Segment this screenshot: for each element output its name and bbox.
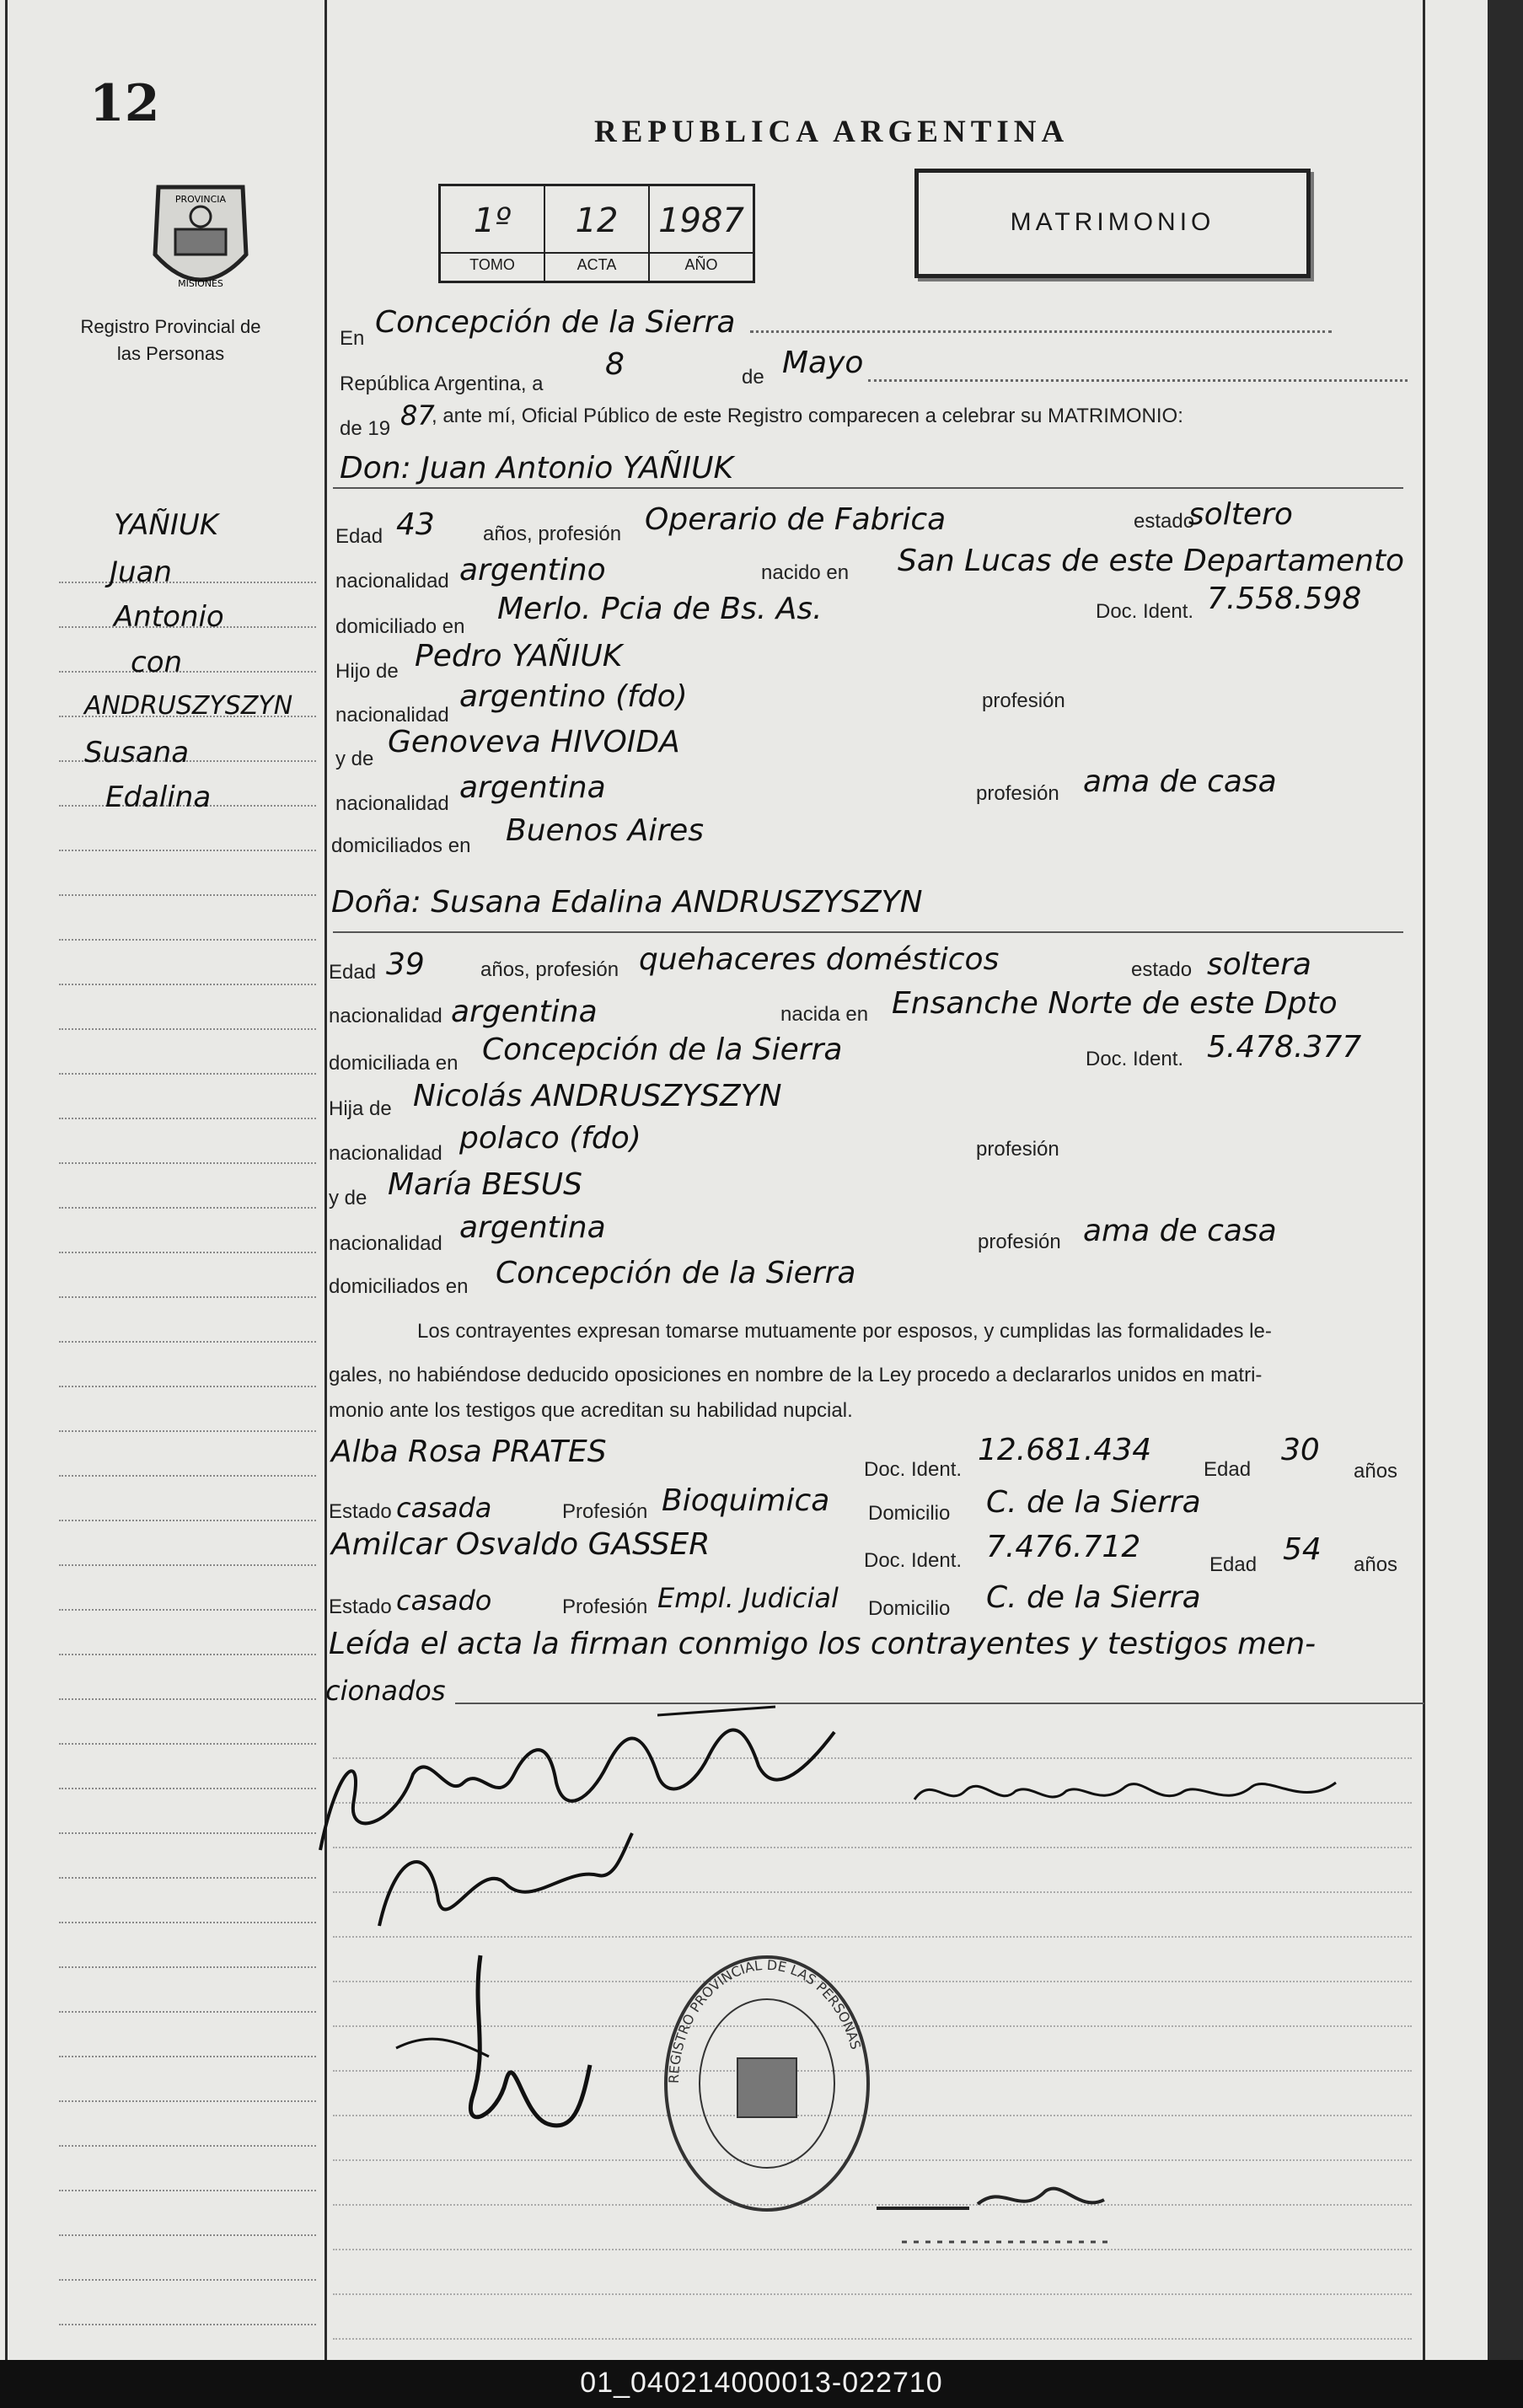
witness2-estado-label: Estado xyxy=(329,1596,392,1618)
bride-yde-label: y de xyxy=(329,1187,367,1209)
day-value: 8 xyxy=(605,347,625,382)
bride-parents-dom: Concepción de la Sierra xyxy=(496,1256,856,1290)
margin-name-edalina: Edalina xyxy=(105,780,212,814)
witness1-profession: Bioquimica xyxy=(662,1483,830,1518)
margin-divider xyxy=(324,0,327,2360)
bride-father-nac-label: nacionalidad xyxy=(329,1142,442,1165)
groom-father-nac-label: nacionalidad xyxy=(335,704,449,727)
book-binding xyxy=(1488,0,1523,2360)
margin-ruled-line xyxy=(59,1698,316,1700)
margin-ruled-line xyxy=(59,1922,316,1923)
section-rule xyxy=(333,487,1403,489)
margin-ruled-line xyxy=(59,850,316,851)
groom-mother-nat: argentina xyxy=(459,770,606,805)
margin-con: con xyxy=(131,646,183,679)
margin-ruled-line xyxy=(59,1966,316,1968)
margin-ruled-line xyxy=(59,1564,316,1566)
acta-cell xyxy=(545,186,650,281)
groom-status: soltero xyxy=(1188,497,1293,532)
witness1-edad-label: Edad xyxy=(1204,1458,1252,1481)
signature-ruled-line xyxy=(333,2293,1412,2295)
bride-mother-nac-label: nacionalidad xyxy=(329,1232,442,1255)
groom-profession: Operario de Fabrica xyxy=(645,502,947,537)
margin-name-antonio: Antonio xyxy=(114,600,224,634)
witness2-prof-label: Profesión xyxy=(562,1596,648,1618)
dotted-rule xyxy=(750,330,1332,333)
bride-name: Doña: Susana Edalina ANDRUSZYSZYN xyxy=(331,885,923,920)
bride-mother-nat: argentina xyxy=(459,1210,606,1245)
bride-edad-label: Edad xyxy=(329,961,377,984)
groom-hijo-label: Hijo de xyxy=(335,660,399,683)
witness1-doc-label: Doc. Ident. xyxy=(864,1458,963,1481)
acta-value: 12 xyxy=(575,201,619,240)
official-signature-icon xyxy=(868,2175,1129,2250)
groom-edad-label: Edad xyxy=(335,525,383,548)
bride-father-nat: polaco (fdo) xyxy=(459,1121,641,1156)
bride-dom-label: domiciliada en xyxy=(329,1052,459,1075)
groom-name: Don: Juan Antonio YAÑIUK xyxy=(340,451,734,485)
bride-estado-label: estado xyxy=(1131,958,1193,981)
bride-nac-label: nacionalidad xyxy=(329,1005,442,1027)
groom-parents-dom: Buenos Aires xyxy=(506,813,705,848)
groom-dom-label: domiciliado en xyxy=(335,615,465,638)
closing-line-2: cionados xyxy=(325,1675,446,1707)
margin-ruled-line xyxy=(59,2324,316,2325)
provincial-shield-icon xyxy=(142,179,260,303)
witness1-name: Alba Rosa PRATES xyxy=(331,1435,607,1469)
witness2-doc: 7.476.712 xyxy=(986,1530,1141,1564)
groom-father: Pedro YAÑIUK xyxy=(415,639,623,673)
margin-surname-groom: YAÑIUK xyxy=(114,508,219,542)
act-type-label: MATRIMONIO xyxy=(1010,208,1215,236)
de-label: de xyxy=(742,366,764,389)
tomo-label: TOMO xyxy=(441,252,544,274)
margin-ruled-line xyxy=(59,984,316,985)
closing-line-1: Leída el acta la firman conmigo los contrayentes y testigos men- xyxy=(329,1627,1317,1661)
margin-ruled-line xyxy=(59,1296,316,1298)
margin-name-susana: Susana xyxy=(84,736,190,770)
bride-mother-prof-label: profesión xyxy=(978,1231,1061,1253)
bride-domicile: Concepción de la Sierra xyxy=(482,1032,843,1067)
bride-mother: María BESUS xyxy=(388,1167,582,1202)
margin-surname-bride: ANDRUSZYSZYN xyxy=(84,691,293,721)
witness2-status: casado xyxy=(396,1585,492,1617)
section-rule xyxy=(333,931,1403,933)
witness2-profession: Empl. Judicial xyxy=(657,1582,839,1614)
groom-mother-prof-label: profesión xyxy=(976,782,1059,805)
document-title: REPUBLICA ARGENTINA xyxy=(594,115,1070,149)
declaration-line-3: monio ante los testigos que acreditan su habilidad nupcial. xyxy=(329,1399,853,1422)
bride-doc: 5.478.377 xyxy=(1207,1030,1362,1065)
groom-birthplace: San Lucas de este Departamento xyxy=(898,544,1405,578)
groom-nationality: argentino xyxy=(459,553,606,587)
bride-father-prof-label: profesión xyxy=(976,1138,1059,1161)
groom-mother-nac-label: nacionalidad xyxy=(335,792,449,815)
bride-profesion-label: años, profesión xyxy=(480,958,619,981)
margin-ruled-line xyxy=(59,2190,316,2191)
margin-ruled-line xyxy=(59,2011,316,2013)
margin-ruled-line xyxy=(59,2234,316,2236)
witness2-name: Amilcar Osvaldo GASSER xyxy=(331,1527,711,1562)
bride-parents-dom-label: domiciliados en xyxy=(329,1275,469,1298)
anio-cell xyxy=(650,186,753,281)
margin-ruled-line xyxy=(59,671,316,673)
bride-age: 39 xyxy=(386,947,425,982)
record-number-box xyxy=(438,184,755,283)
page-left-border xyxy=(5,0,8,2360)
groom-profesion-label: años, profesión xyxy=(483,523,622,545)
groom-parents-dom-label: domiciliados en xyxy=(331,834,471,857)
margin-ruled-line xyxy=(59,1520,316,1521)
groom-nacido-label: nacido en xyxy=(761,561,850,584)
margin-ruled-line xyxy=(59,1118,316,1119)
witness1-estado-label: Estado xyxy=(329,1500,392,1523)
witness2-doc-label: Doc. Ident. xyxy=(864,1549,963,1572)
dotted-rule xyxy=(868,379,1408,382)
witness1-age: 30 xyxy=(1281,1433,1320,1467)
margin-ruled-line xyxy=(59,2100,316,2102)
bride-doc-label: Doc. Ident. xyxy=(1086,1048,1184,1070)
margin-ruled-line xyxy=(59,1028,316,1030)
margin-ruled-line xyxy=(59,894,316,896)
declaration-line-2: gales, no habiéndose deducido oposiciones en nombre de la Ley procedo a declararlos unidos en matri- xyxy=(329,1364,1263,1386)
bride-nationality: argentina xyxy=(451,995,598,1029)
anio-value: 1987 xyxy=(658,201,744,240)
witness1-anios-label: años xyxy=(1354,1460,1398,1483)
shield-bottom-text: MISIONES xyxy=(178,278,223,289)
margin-ruled-line xyxy=(59,1207,316,1209)
margin-name-juan: Juan xyxy=(110,555,172,589)
margin-ruled-line xyxy=(59,2279,316,2281)
stamp-text: REGISTRO PROVINCIAL DE LAS PERSONAS xyxy=(665,1956,864,2084)
margin-ruled-line xyxy=(59,1162,316,1164)
margin-ruled-line xyxy=(59,939,316,941)
groom-estado-label: estado xyxy=(1134,510,1195,533)
tomo-cell xyxy=(441,186,545,281)
bride-father: Nicolás ANDRUSZYSZYN xyxy=(413,1079,782,1113)
en-label: En xyxy=(340,327,365,350)
acta-label: ACTA xyxy=(545,252,648,274)
bride-signature-icon xyxy=(906,1757,1344,1825)
margin-ruled-line xyxy=(59,582,316,583)
witness1-domicile: C. de la Sierra xyxy=(986,1485,1201,1520)
witness2-dom-label: Domicilio xyxy=(868,1597,951,1620)
witness2-domicile: C. de la Sierra xyxy=(986,1580,1201,1615)
tomo-value: 1º xyxy=(473,201,512,240)
year-suffix: 87 xyxy=(400,400,435,432)
month-value: Mayo xyxy=(782,346,864,380)
registry-name: Registro Provincial de las Personas xyxy=(80,316,261,364)
margin-ruled-line xyxy=(59,1475,316,1477)
witness1-dom-label: Domicilio xyxy=(868,1502,951,1525)
margin-ruled-line xyxy=(59,1609,316,1611)
groom-father-prof-label: profesión xyxy=(982,689,1065,712)
year-prefix: de 19 xyxy=(340,417,391,440)
margin-ruled-line xyxy=(59,1788,316,1789)
official-stamp-icon xyxy=(657,1949,877,2218)
bride-hija-label: Hija de xyxy=(329,1097,392,1120)
groom-doc-label: Doc. Ident. xyxy=(1096,600,1194,623)
margin-ruled-line xyxy=(59,1877,316,1879)
groom-mother: Genoveva HIVOIDA xyxy=(388,725,680,759)
bride-status: soltera xyxy=(1207,947,1311,982)
place-value: Concepción de la Sierra xyxy=(375,305,736,340)
page-number: 12 xyxy=(89,74,160,133)
bride-birthplace: Ensanche Norte de este Dpto xyxy=(892,986,1338,1021)
margin-ruled-line xyxy=(59,1832,316,1834)
witness2-edad-label: Edad xyxy=(1209,1553,1258,1576)
groom-father-nat: argentino (fdo) xyxy=(459,679,688,714)
shield-top-text: PROVINCIA xyxy=(174,194,227,205)
witness1-prof-label: Profesión xyxy=(562,1500,648,1523)
groom-doc: 7.558.598 xyxy=(1207,582,1362,616)
witness2-anios-label: años xyxy=(1354,1553,1398,1576)
document-id: 01_040214000013-022710 xyxy=(580,2367,943,2399)
groom-mother-prof: ama de casa xyxy=(1083,764,1277,799)
groom-nac-label: nacionalidad xyxy=(335,570,449,593)
act-type-box xyxy=(914,169,1311,278)
margin-ruled-line xyxy=(59,1386,316,1387)
margin-ruled-line xyxy=(59,1252,316,1253)
bride-nacida-label: nacida en xyxy=(780,1003,869,1026)
declaration-line-1: Los contrayentes expresan tomarse mutuamente por esposos, y cumplidas las formalidades le- xyxy=(417,1320,1272,1343)
witness1-doc: 12.681.434 xyxy=(978,1433,1152,1467)
republica-label: República Argentina, a xyxy=(340,373,544,395)
witness1-status: casada xyxy=(396,1492,492,1524)
statement-text: , ante mí, Oficial Público de este Registro comparecen a celebrar su MATRIMONIO: xyxy=(432,405,1183,427)
margin-ruled-line xyxy=(59,1743,316,1745)
margin-ruled-line xyxy=(59,2145,316,2147)
margin-ruled-line xyxy=(59,1654,316,1655)
margin-ruled-line xyxy=(59,1430,316,1432)
margin-ruled-line xyxy=(59,2056,316,2057)
groom-age: 43 xyxy=(396,507,435,542)
bride-profession: quehaceres domésticos xyxy=(639,942,1000,977)
margin-ruled-line xyxy=(59,1073,316,1075)
bride-mother-prof: ama de casa xyxy=(1083,1214,1277,1248)
groom-yde-label: y de xyxy=(335,748,374,770)
page-right-border xyxy=(1423,0,1425,2360)
signature-ruled-line xyxy=(333,2338,1412,2340)
witness2-signature-icon xyxy=(379,1947,615,2149)
anio-label: AÑO xyxy=(650,252,753,274)
margin-ruled-line xyxy=(59,1341,316,1343)
witness1-signature-icon xyxy=(362,1825,641,1943)
witness2-age: 54 xyxy=(1283,1532,1322,1567)
groom-domicile: Merlo. Pcia de Bs. As. xyxy=(497,592,823,626)
